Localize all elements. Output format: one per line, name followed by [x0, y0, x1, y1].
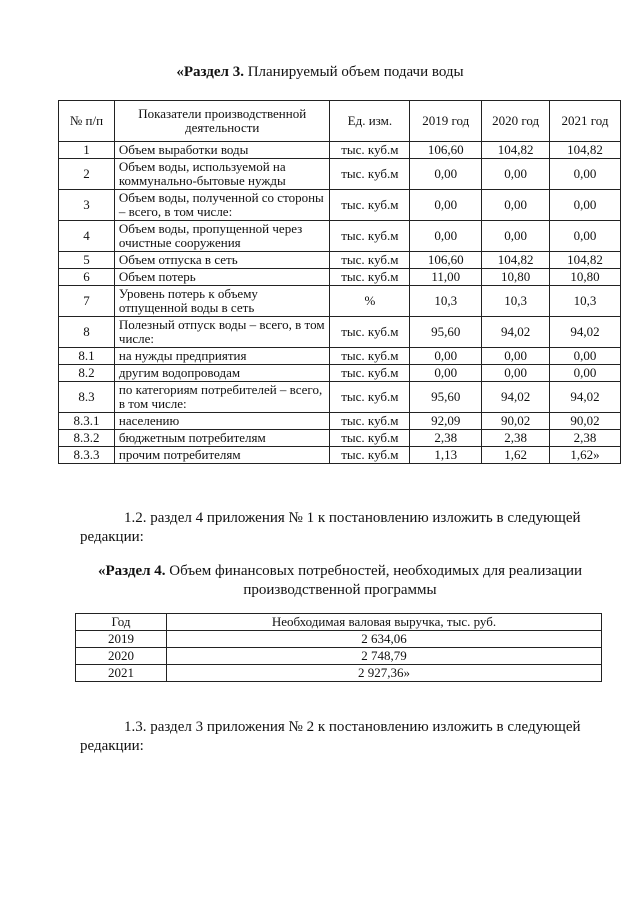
row-number: 2: [59, 159, 115, 190]
table-header-row: [76, 614, 602, 631]
value-2019: 0,00: [410, 365, 482, 382]
value-2021: 94,02: [550, 382, 621, 413]
unit-cell: тыс. куб.м: [330, 413, 410, 430]
unit-cell: тыс. куб.м: [330, 269, 410, 286]
value-2019: 106,60: [410, 142, 482, 159]
table-row: [59, 269, 621, 286]
row-number: 8.1: [59, 348, 115, 365]
header-cell-2020: 2020 год: [482, 101, 550, 142]
value-2021: 104,82: [550, 252, 621, 269]
value-2019: 0,00: [410, 348, 482, 365]
table-header-row: [59, 101, 621, 142]
section4-table: [75, 613, 602, 682]
table-row: [59, 430, 621, 447]
indicator-name: населению: [114, 413, 330, 430]
unit-cell: тыс. куб.м: [330, 447, 410, 464]
row-number: 6: [59, 269, 115, 286]
paragraph-1-2-line2: редакции:: [80, 529, 144, 545]
value-2021: 104,82: [550, 142, 621, 159]
unit-cell: тыс. куб.м: [330, 159, 410, 190]
row-number: 1: [59, 142, 115, 159]
value-2019: 0,00: [410, 190, 482, 221]
value-2019: 10,3: [410, 286, 482, 317]
unit-cell: тыс. куб.м: [330, 221, 410, 252]
value-2020: 1,62: [482, 447, 550, 464]
header-cell-year: Год: [76, 614, 167, 631]
row-number: 8: [59, 317, 115, 348]
section4-title-text: Объем финансовых потребностей, необходимых для реализации: [165, 563, 583, 579]
section3-table: [58, 100, 621, 464]
year-cell: 2019: [76, 631, 167, 648]
row-number: 7: [59, 286, 115, 317]
indicator-name: другим водопроводам: [114, 365, 330, 382]
indicator-name: Объем воды, пропущенной через очистные сооружения: [114, 221, 330, 252]
header-cell-number: № п/п: [59, 101, 115, 142]
year-cell: 2021: [76, 665, 167, 682]
table-row: [59, 190, 621, 221]
value-2019: 0,00: [410, 221, 482, 252]
value-2021: 0,00: [550, 190, 621, 221]
value-2019: 95,60: [410, 317, 482, 348]
year-cell: 2020: [76, 648, 167, 665]
value-2021: 0,00: [550, 221, 621, 252]
section3-title: [0, 64, 640, 81]
value-2019: 92,09: [410, 413, 482, 430]
row-number: 3: [59, 190, 115, 221]
unit-cell: тыс. куб.м: [330, 190, 410, 221]
unit-cell: тыс. куб.м: [330, 252, 410, 269]
table-row: [76, 648, 602, 665]
value-2020: 0,00: [482, 190, 550, 221]
table-row: [59, 348, 621, 365]
table-row: [59, 365, 621, 382]
value-2020: 94,02: [482, 382, 550, 413]
indicator-name: бюджетным потребителям: [114, 430, 330, 447]
header-cell-indicator: Показатели производственной деятельности: [114, 101, 330, 142]
section4-title-bold: «Раздел 4.: [97, 563, 166, 579]
value-2020: 94,02: [482, 317, 550, 348]
value-2021: 0,00: [550, 159, 621, 190]
row-number: 8.2: [59, 365, 115, 382]
table-row: [59, 382, 621, 413]
indicator-name: прочим потребителям: [114, 447, 330, 464]
indicator-name: на нужды предприятия: [114, 348, 330, 365]
unit-cell: %: [330, 286, 410, 317]
table-row: [59, 142, 621, 159]
value-2021: 10,3: [550, 286, 621, 317]
value-2020: 0,00: [482, 159, 550, 190]
row-number: 5: [59, 252, 115, 269]
unit-cell: тыс. куб.м: [330, 142, 410, 159]
indicator-name: по категориям потребителей – всего, в том числе:: [114, 382, 330, 413]
value-2021: 1,62»: [550, 447, 621, 464]
revenue-cell: 2 634,06: [167, 631, 602, 648]
table-row: [59, 286, 621, 317]
unit-cell: тыс. куб.м: [330, 317, 410, 348]
section3-title-bold: «Раздел 3.: [176, 64, 244, 80]
revenue-cell: 2 927,36»: [167, 665, 602, 682]
row-number: 4: [59, 221, 115, 252]
value-2021: 94,02: [550, 317, 621, 348]
value-2021: 0,00: [550, 348, 621, 365]
indicator-name: Уровень потерь к объему отпущенной воды в сеть: [114, 286, 330, 317]
header-cell-2021: 2021 год: [550, 101, 621, 142]
table-row: [59, 221, 621, 252]
value-2021: 10,80: [550, 269, 621, 286]
table-row: [59, 317, 621, 348]
header-cell-2019: 2019 год: [410, 101, 482, 142]
indicator-name: Объем выработки воды: [114, 142, 330, 159]
row-number: 8.3.3: [59, 447, 115, 464]
paragraph-1-3: [80, 718, 610, 756]
row-number: 8.3.2: [59, 430, 115, 447]
section3-title-text: Планируемый объем подачи воды: [243, 64, 464, 80]
paragraph-1-2-line1: 1.2. раздел 4 приложения № 1 к постановлению изложить в следующей: [124, 510, 581, 526]
unit-cell: тыс. куб.м: [330, 430, 410, 447]
value-2019: 0,00: [410, 159, 482, 190]
value-2019: 2,38: [410, 430, 482, 447]
unit-cell: тыс. куб.м: [330, 348, 410, 365]
value-2019: 1,13: [410, 447, 482, 464]
table-row: [59, 252, 621, 269]
table-row: [59, 413, 621, 430]
section4-title-line2: производственной программы: [243, 582, 437, 598]
value-2021: 90,02: [550, 413, 621, 430]
value-2020: 0,00: [482, 365, 550, 382]
value-2020: 10,3: [482, 286, 550, 317]
row-number: 8.3.1: [59, 413, 115, 430]
value-2020: 0,00: [482, 221, 550, 252]
indicator-name: Объем воды, используемой на коммунально-бытовые нужды: [114, 159, 330, 190]
indicator-name: Объем потерь: [114, 269, 330, 286]
value-2020: 104,82: [482, 252, 550, 269]
table-row: [76, 631, 602, 648]
value-2020: 90,02: [482, 413, 550, 430]
unit-cell: тыс. куб.м: [330, 365, 410, 382]
header-cell-unit: Ед. изм.: [330, 101, 410, 142]
paragraph-1-3-line2: редакции:: [80, 738, 144, 754]
table-row: [59, 159, 621, 190]
unit-cell: тыс. куб.м: [330, 382, 410, 413]
value-2020: 10,80: [482, 269, 550, 286]
revenue-cell: 2 748,79: [167, 648, 602, 665]
table-row: [59, 447, 621, 464]
value-2020: 2,38: [482, 430, 550, 447]
indicator-name: Объем воды, полученной со стороны – всего, в том числе:: [114, 190, 330, 221]
value-2021: 0,00: [550, 365, 621, 382]
value-2021: 2,38: [550, 430, 621, 447]
indicator-name: Объем отпуска в сеть: [114, 252, 330, 269]
header-cell-revenue: Необходимая валовая выручка, тыс. руб.: [167, 614, 602, 631]
paragraph-1-2: [80, 509, 610, 547]
section4-title: [60, 562, 620, 600]
paragraph-1-3-line1: 1.3. раздел 3 приложения № 2 к постановлению изложить в следующей: [124, 719, 581, 735]
value-2019: 106,60: [410, 252, 482, 269]
table-row: [76, 665, 602, 682]
value-2020: 104,82: [482, 142, 550, 159]
value-2019: 95,60: [410, 382, 482, 413]
value-2020: 0,00: [482, 348, 550, 365]
value-2019: 11,00: [410, 269, 482, 286]
row-number: 8.3: [59, 382, 115, 413]
indicator-name: Полезный отпуск воды – всего, в том числе:: [114, 317, 330, 348]
